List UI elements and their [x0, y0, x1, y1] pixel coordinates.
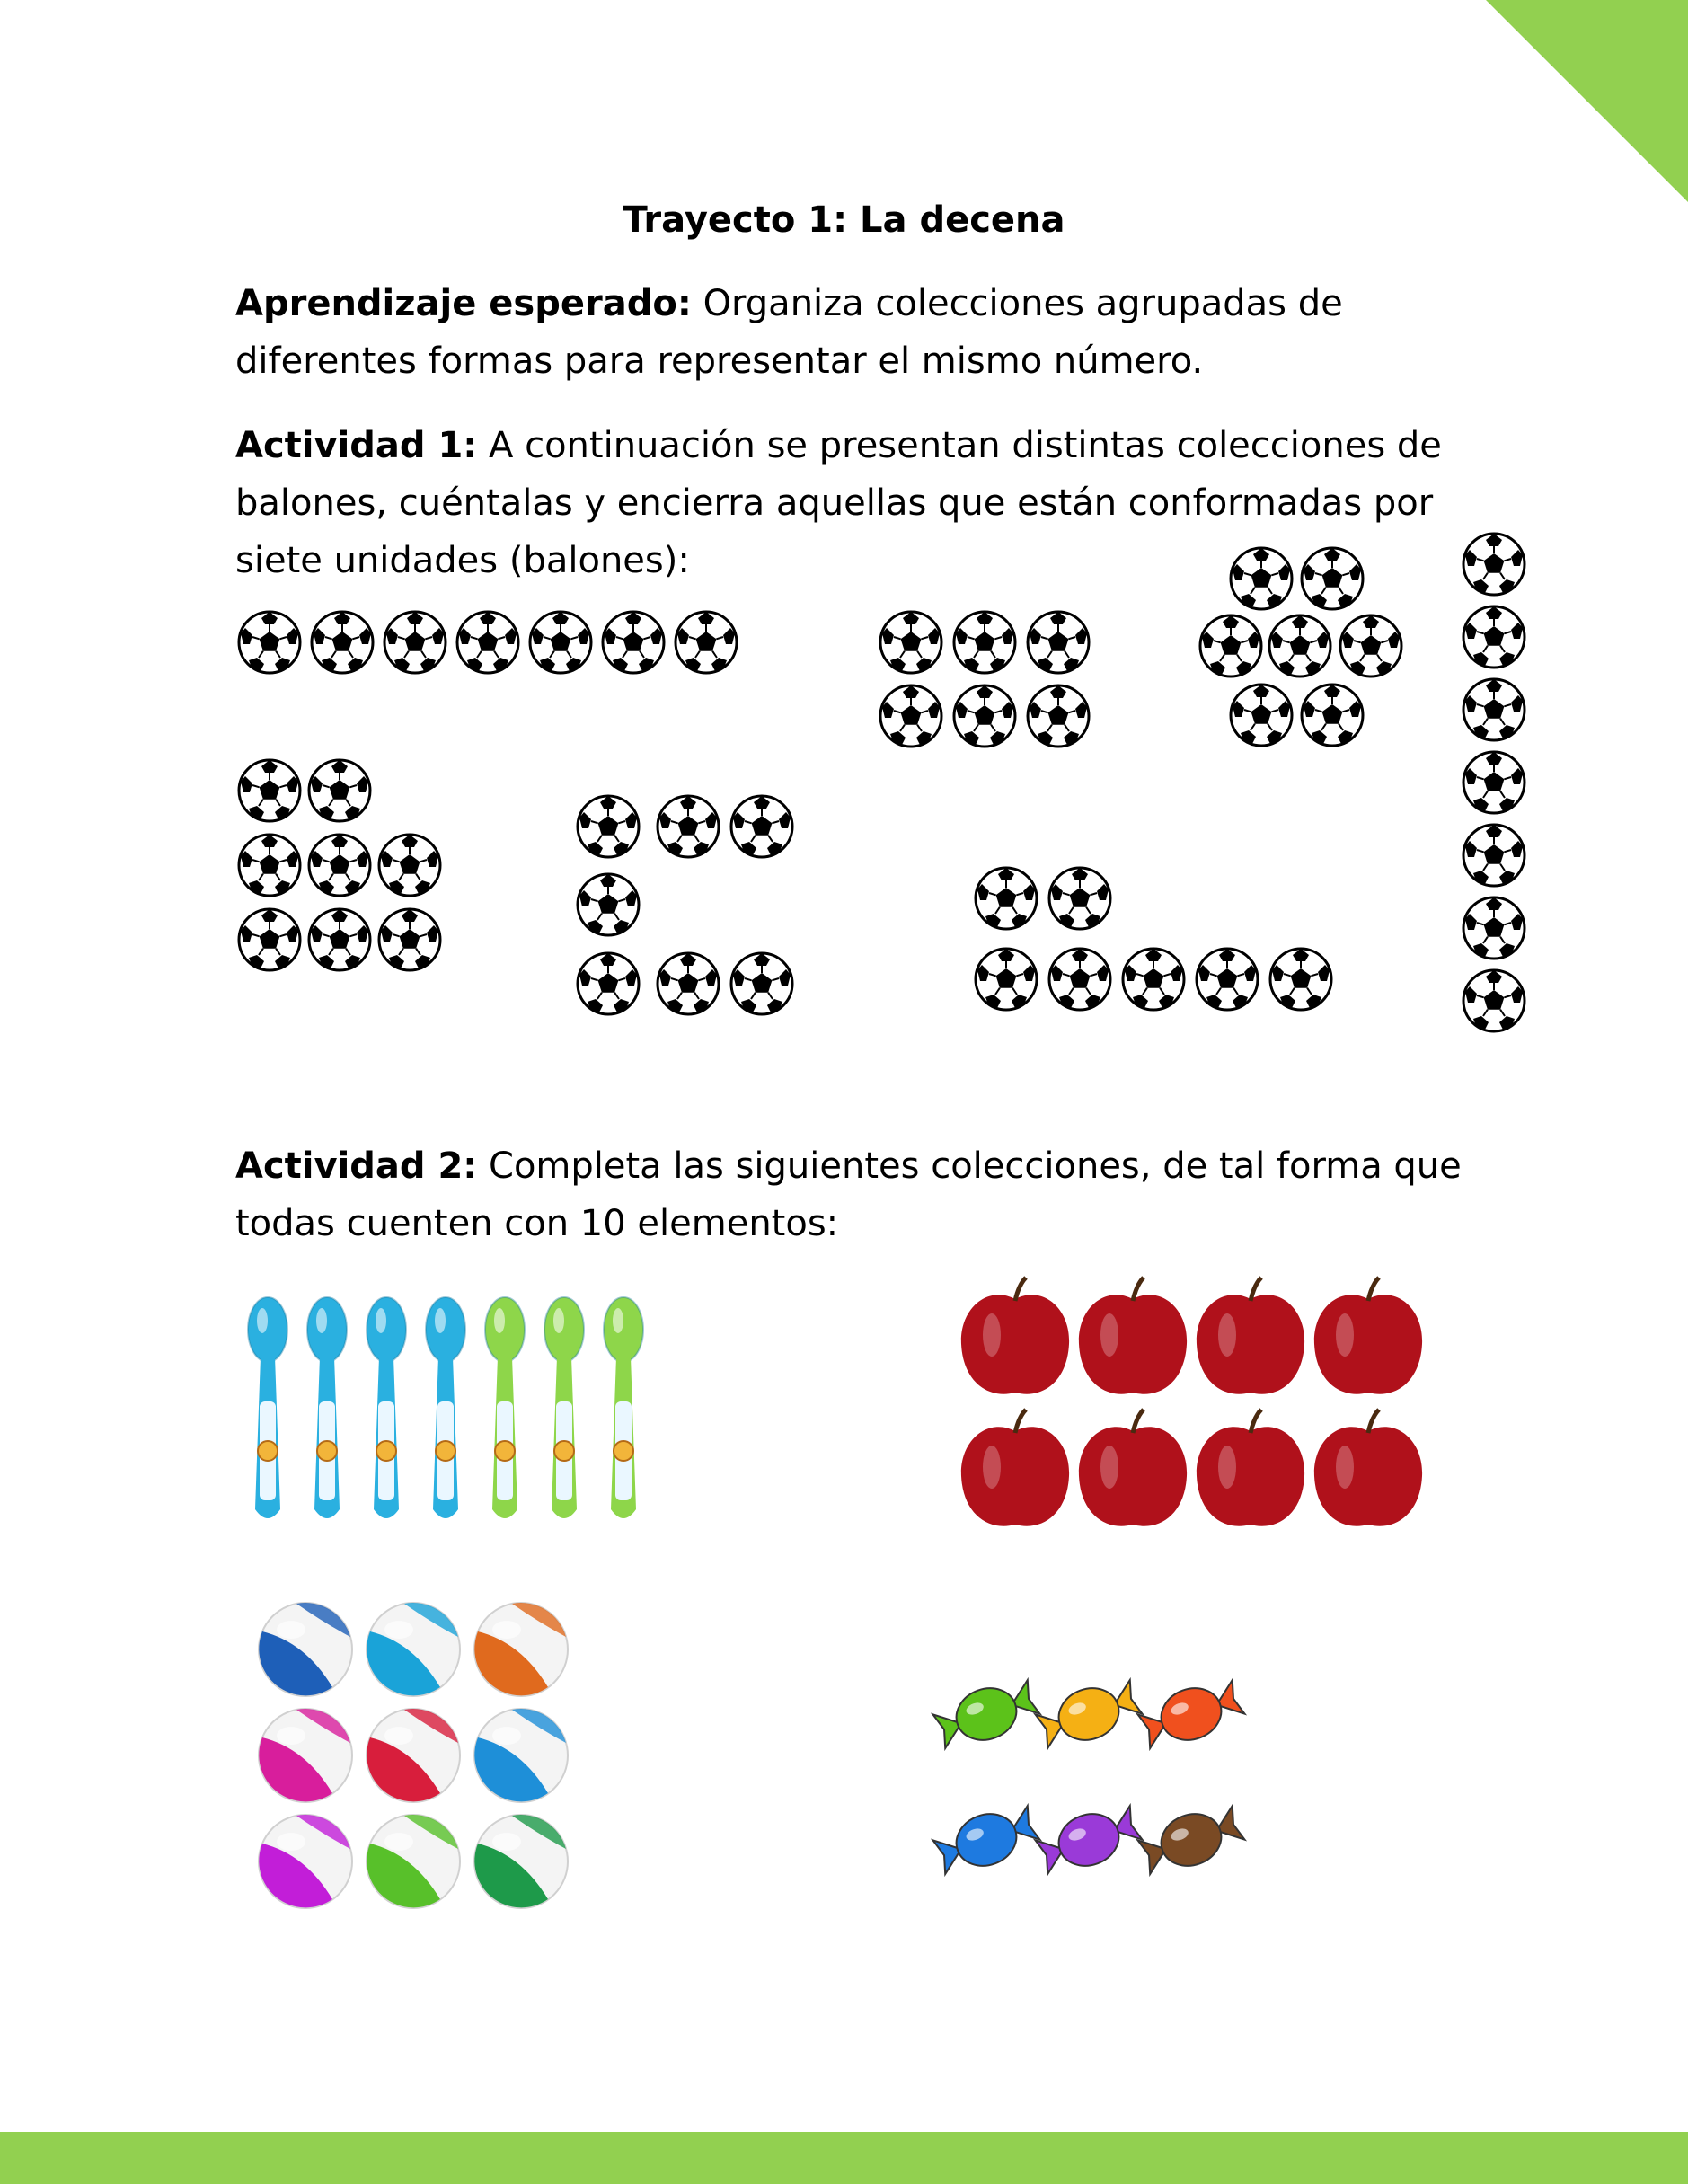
actividad2-text-1: Completa las siguientes colecciones, de tal forma que: [489, 1145, 1462, 1187]
beach-ball-icon: [259, 1603, 352, 1696]
apple-icon: [1197, 1410, 1304, 1526]
spoon-icon: [485, 1297, 525, 1518]
beach-ball-icon: [367, 1709, 460, 1802]
collection-apples: [961, 1278, 1422, 1526]
apple-icon: [1079, 1278, 1187, 1394]
candy-icon: [1033, 1799, 1144, 1881]
page-title: Trayecto 1: La decena: [623, 199, 1065, 241]
beach-ball-icon: [474, 1603, 568, 1696]
apple-icon: [1079, 1410, 1187, 1526]
collection-spoons: [248, 1297, 643, 1518]
spoon-icon: [367, 1297, 406, 1518]
aprendizaje-label: Aprendizaje esperado:: [235, 283, 692, 324]
candy-icon: [1136, 1674, 1247, 1755]
candy-icon: [931, 1674, 1042, 1755]
candy-icon: [1033, 1674, 1144, 1755]
beach-ball-icon: [259, 1815, 352, 1908]
aprendizaje-text-1: Organiza colecciones agrupadas de: [703, 283, 1343, 324]
beach-ball-icon: [367, 1815, 460, 1908]
beach-ball-icon: [474, 1709, 568, 1802]
actividad2-text-2: todas cuenten con 10 elementos:: [235, 1203, 839, 1244]
spoon-icon: [248, 1297, 287, 1518]
spoon-icon: [604, 1297, 643, 1518]
actividad1-text-3: siete unidades (balones):: [235, 540, 690, 581]
spoon-icon: [544, 1297, 584, 1518]
apple-icon: [1314, 1410, 1422, 1526]
apple-icon: [961, 1278, 1069, 1394]
candy-icon: [931, 1799, 1042, 1881]
actividad1-label: Actividad 1:: [235, 425, 478, 466]
actividad1-text-2: balones, cuéntalas y encierra aquellas que están conformadas por: [235, 482, 1434, 524]
beach-ball-icon: [259, 1709, 352, 1802]
collection-beach-balls: [259, 1603, 568, 1908]
actividad2-label: Actividad 2:: [235, 1145, 478, 1187]
aprendizaje-text-2: diferentes formas para representar el mismo número.: [235, 340, 1204, 382]
apple-icon: [1197, 1278, 1304, 1394]
beach-ball-icon: [474, 1815, 568, 1908]
spoon-icon: [307, 1297, 347, 1518]
beach-ball-icon: [367, 1603, 460, 1696]
spoon-icon: [426, 1297, 465, 1518]
candy-icon: [1136, 1799, 1247, 1881]
collection-candies: [931, 1674, 1247, 1881]
actividad1-text-1: A continuación se presentan distintas colecciones de: [489, 425, 1442, 466]
apple-icon: [961, 1410, 1069, 1526]
apple-icon: [1314, 1278, 1422, 1394]
